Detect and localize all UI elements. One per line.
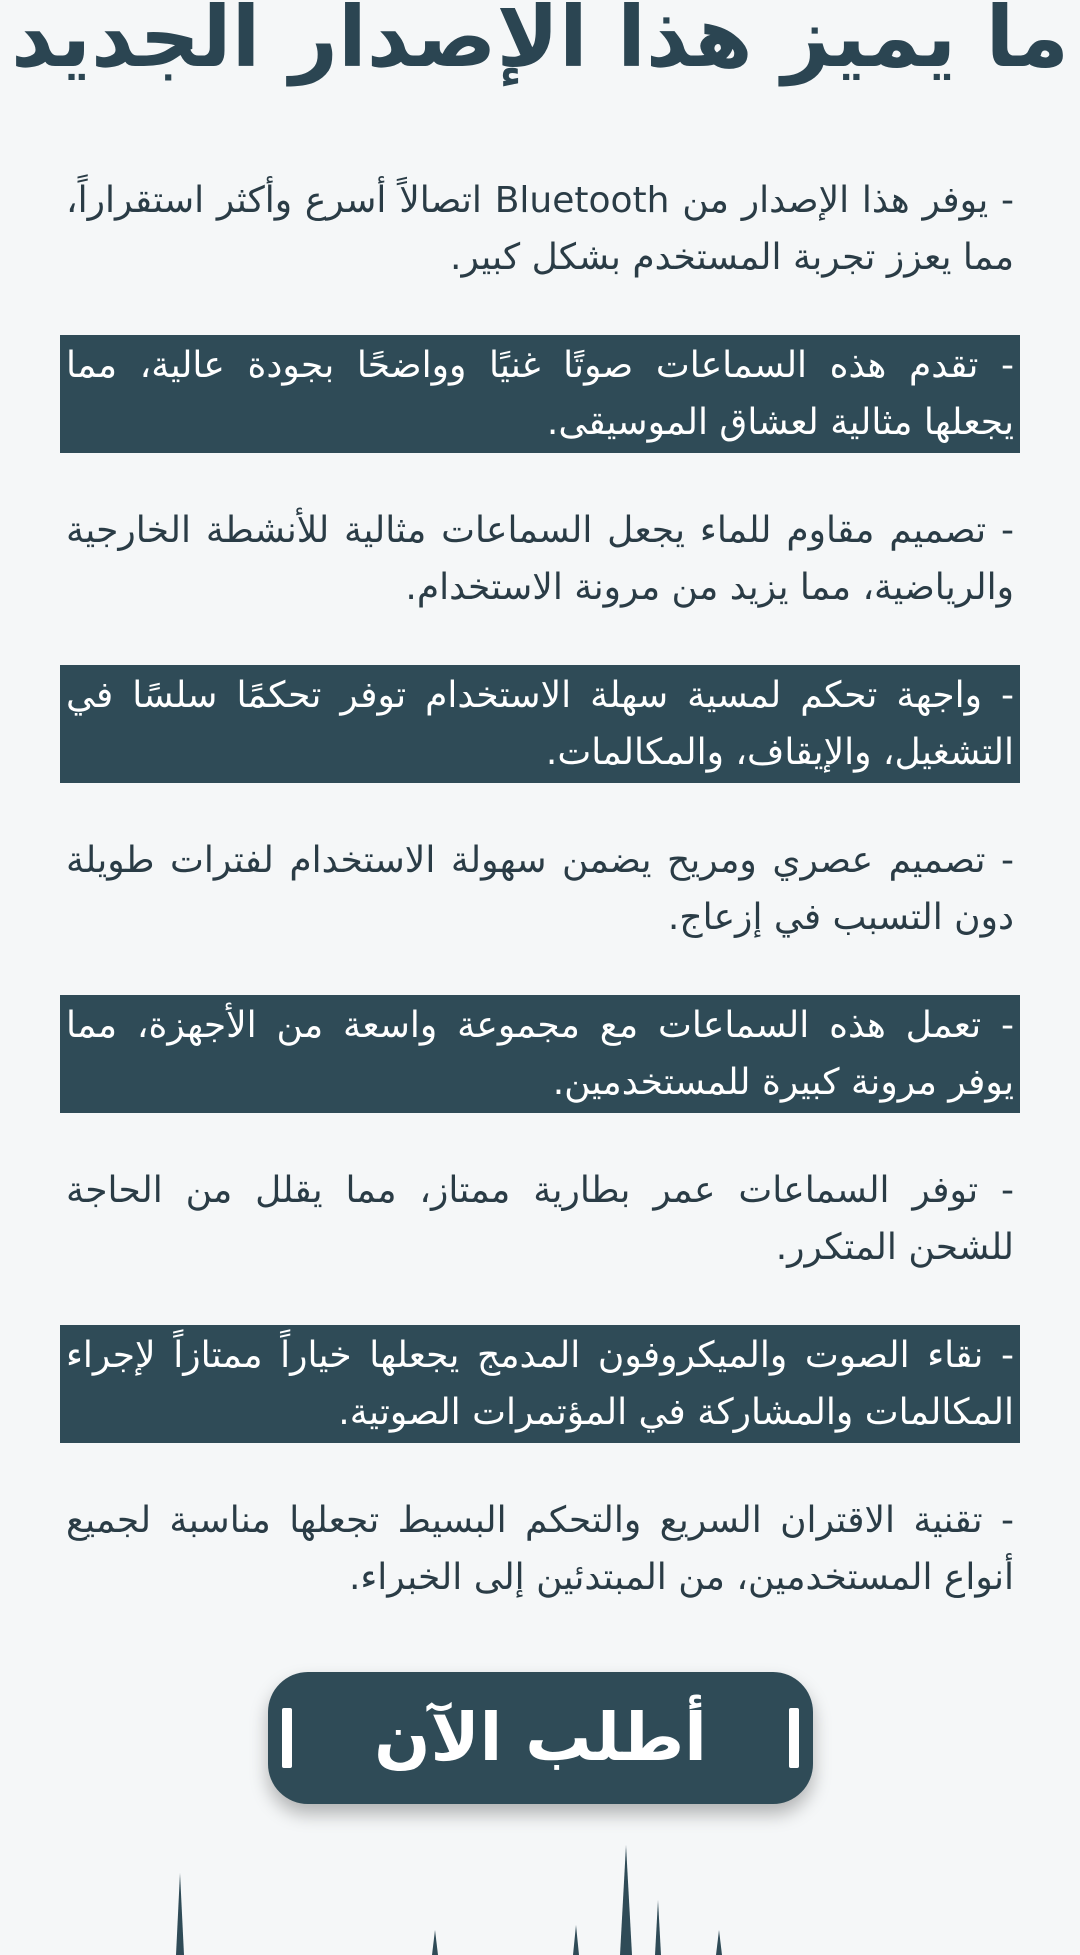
- spire-shape: [620, 1845, 632, 1955]
- feature-item: - توفر السماعات عمر بطارية ممتاز، مما يقلل من الحاجة للشحن المتكرر.: [66, 1170, 1014, 1268]
- feature-item: - تصميم مقاوم للماء يجعل السماعات مثالية للأنشطة الخارجية والرياضية، مما يزيد من مرونة الاستخدام.: [66, 510, 1014, 608]
- feature-item-highlighted: - واجهة تحكم لمسية سهلة الاستخدام توفر تحكمًا سلسًا في التشغيل، والإيقاف، والمكالمات.: [60, 665, 1020, 783]
- order-now-button[interactable]: [268, 1672, 813, 1804]
- feature-item-highlighted: - تعمل هذه السماعات مع مجموعة واسعة من الأجهزة، مما يوفر مرونة كبيرة للمستخدمين.: [60, 995, 1020, 1113]
- skyline-decoration: [0, 1845, 1080, 1955]
- spire-shape: [573, 1925, 579, 1955]
- spire-shape: [655, 1900, 661, 1955]
- button-right-accent: [789, 1708, 799, 1768]
- button-left-accent: [282, 1708, 292, 1768]
- feature-item-highlighted: - تقدم هذه السماعات صوتًا غنيًا وواضحًا بجودة عالية، مما يجعلها مثالية لعشاق الموسيقى.: [60, 335, 1020, 453]
- spire-shape: [716, 1930, 722, 1955]
- feature-item-highlighted: - نقاء الصوت والميكروفون المدمج يجعلها خياراً ممتازاً لإجراء المكالمات والمشاركة في المؤتمرات الصوتية.: [60, 1325, 1020, 1443]
- spire-shape: [176, 1873, 184, 1955]
- page-title: ما يميز هذا الإصدار الجديد: [10, 0, 1070, 86]
- features-list: [60, 170, 1020, 1655]
- feature-item: - تصميم عصري ومريح يضمن سهولة الاستخدام لفترات طويلة دون التسبب في إزعاج.: [66, 840, 1014, 938]
- order-now-label: أطلب الآن: [374, 1699, 707, 1776]
- spire-shape: [432, 1930, 438, 1955]
- feature-item: - تقنية الاقتران السريع والتحكم البسيط تجعلها مناسبة لجميع أنواع المستخدمين، من المبتدئين إلى الخبراء.: [66, 1500, 1014, 1598]
- feature-item: - يوفر هذا الإصدار من Bluetooth اتصالاً أسرع وأكثر استقراراً، مما يعزز تجربة المستخدم بشكل كبير.: [66, 180, 1014, 278]
